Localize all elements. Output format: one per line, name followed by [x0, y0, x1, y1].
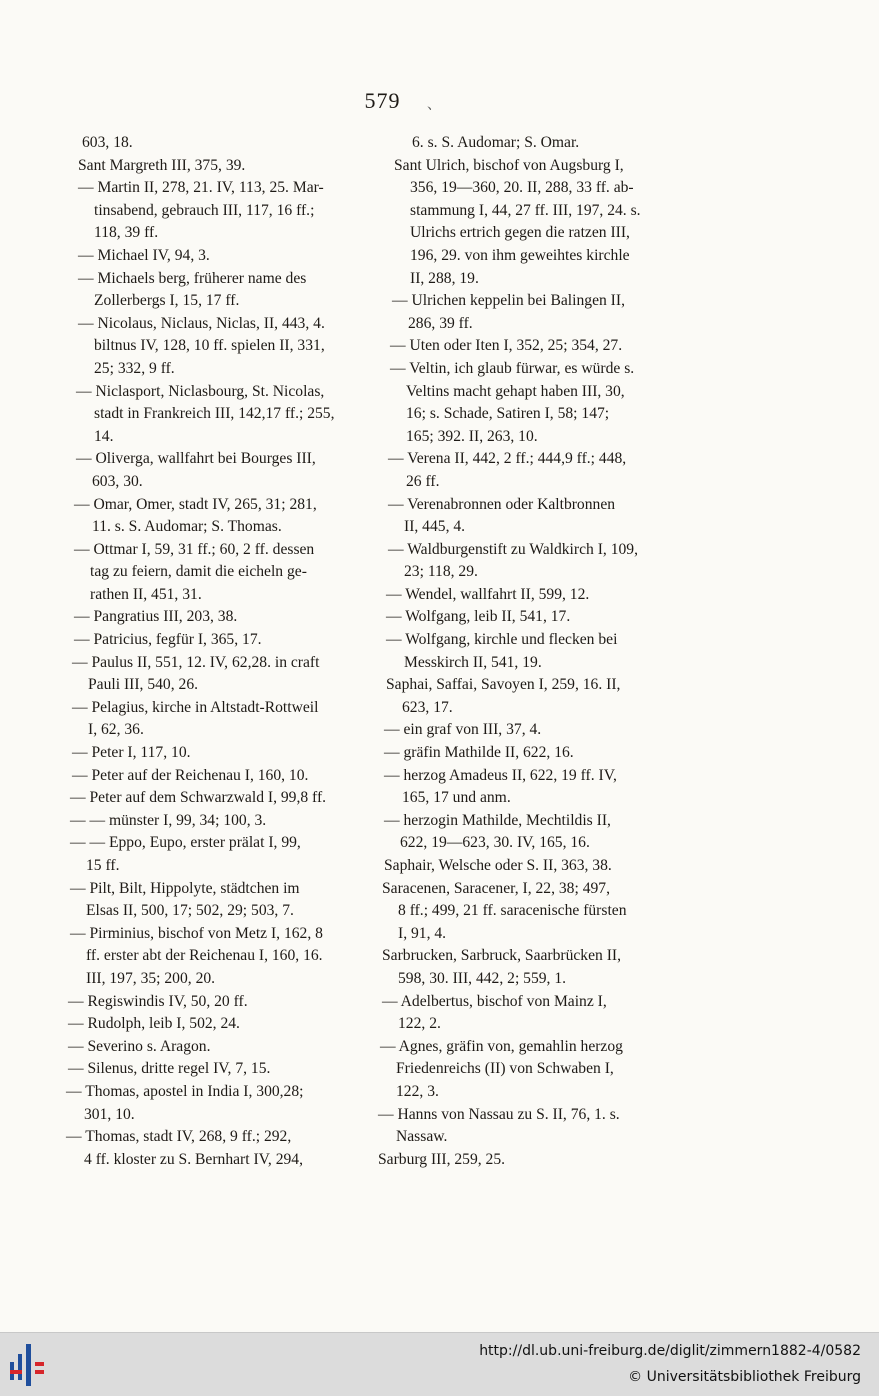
index-entry-line: — Peter I, 117, 10. — [72, 744, 191, 762]
index-entry-line: — Severino s. Aragon. — [68, 1037, 211, 1055]
index-entry-line: 196, 29. von ihm geweihtes kirchle — [410, 246, 630, 264]
index-entry-line: — ein graf von III, 37, 4. — [384, 721, 542, 739]
index-entry-line: 26 ff. — [406, 472, 440, 490]
index-entry-line: — Thomas, stadt IV, 268, 9 ff.; 292, — [66, 1128, 292, 1146]
index-entry-line: 623, 17. — [402, 698, 453, 716]
index-entry-line: 6. s. S. Audomar; S. Omar. — [412, 134, 580, 151]
index-entry-line: — Paulus II, 551, 12. IV, 62,28. in craft — [72, 653, 320, 671]
index-entry-line: — Patricius, fegfür I, 365, 17. — [74, 631, 262, 649]
index-entry-line: — Pangratius III, 203, 38. — [74, 608, 238, 626]
footer-credit: © Universitätsbibliothek Freiburg — [628, 1369, 861, 1385]
right-column — [378, 132, 674, 1171]
index-entry-line: — Wolfgang, leib II, 541, 17. — [386, 608, 571, 626]
index-entry-line: 301, 10. — [84, 1105, 135, 1123]
index-entry-line: — Michaels berg, früherer name des — [78, 269, 307, 287]
index-entry-line: — herzog Amadeus II, 622, 19 ff. IV, — [384, 766, 617, 784]
index-entry-line: 25; 332, 9 ff. — [94, 359, 175, 377]
index-entry-line: — Veltin, ich glaub fürwar, es würde s. — [390, 359, 635, 377]
index-entry-line: — Niclasport, Niclasbourg, St. Nicolas, — [76, 382, 325, 400]
index-entry-line: Nassaw. — [396, 1128, 448, 1146]
index-entry-line: I, 62, 36. — [88, 721, 144, 739]
index-entry-line: — Thomas, apostel in India I, 300,28; — [66, 1082, 304, 1100]
index-entry-line: — Ulrichen keppelin bei Balingen II, — [392, 292, 625, 310]
index-entry-line: 8 ff.; 499, 21 ff. saracenische fürsten — [398, 902, 627, 920]
index-entry-line: stammung I, 44, 27 ff. III, 197, 24. s. — [410, 201, 641, 219]
index-entry-line: 122, 3. — [396, 1082, 439, 1100]
index-entry-line: — Oliverga, wallfahrt bei Bourges III, — [76, 450, 316, 468]
index-entry-line: 14. — [94, 427, 114, 445]
index-entry-line: — — münster I, 99, 34; 100, 3. — [70, 811, 267, 829]
page-mark: 、 — [427, 98, 441, 113]
index-entry-line: — Pirminius, bischof von Metz I, 162, 8 — [70, 924, 323, 942]
index-entry-line: I, 91, 4. — [398, 924, 447, 942]
index-entry-line: 598, 30. III, 442, 2; 559, 1. — [398, 969, 567, 987]
index-entry-line: Elsas II, 500, 17; 502, 29; 503, 7. — [86, 902, 294, 920]
index-entry-line: — Silenus, dritte regel IV, 7, 15. — [68, 1060, 271, 1078]
index-entry-line: 11. s. S. Audomar; S. Thomas. — [92, 518, 282, 536]
index-entry-line: II, 288, 19. — [410, 269, 479, 287]
index-entry-line: Zollerbergs I, 15, 17 ff. — [94, 292, 240, 310]
index-entry-line: 118, 39 ff. — [94, 224, 159, 242]
index-entry-line: — Rudolph, leib I, 502, 24. — [68, 1015, 240, 1033]
index-entry-line: Sarburg III, 259, 25. — [378, 1150, 506, 1168]
index-entry-line: Sant Margreth III, 375, 39. — [78, 156, 246, 174]
index-entry-line: 23; 118, 29. — [404, 563, 478, 581]
index-entry-line: rathen II, 451, 31. — [90, 585, 202, 603]
index-entry-line: Sant Ulrich, bischof von Augsburg I, — [394, 156, 624, 174]
index-entry-line: 356, 19—360, 20. II, 288, 33 ff. ab- — [410, 179, 634, 197]
index-entry-line: 15 ff. — [86, 857, 120, 874]
index-entry-line: Veltins macht gehapt haben III, 30, — [406, 382, 625, 400]
index-entry-line: Sarbrucken, Sarbruck, Saarbrücken II, — [382, 947, 622, 965]
index-entry-line: — Regiswindis IV, 50, 20 ff. — [68, 992, 248, 1010]
footer-url-link[interactable]: http://dl.ub.uni-freiburg.de/diglit/zimmern1882-4/0582 — [479, 1343, 861, 1359]
index-entry-line: — Wolfgang, kirchle und flecken bei — [386, 631, 618, 649]
index-entry-line: tinsabend, gebrauch III, 117, 16 ff.; — [94, 201, 315, 219]
footer-bar — [0, 1332, 879, 1396]
index-entry-line: Saracenen, Saracener, I, 22, 38; 497, — [382, 879, 610, 897]
index-entry-line: tag zu feiern, damit die eicheln ge- — [90, 563, 307, 581]
page-number: 579 — [364, 88, 401, 113]
index-entry-line: II, 445, 4. — [404, 518, 466, 536]
index-entry-line: — — Eppo, Eupo, erster prälat I, 99, — [70, 834, 301, 852]
index-entry-line: 603, 30. — [92, 472, 143, 490]
index-entry-line: — Ottmar I, 59, 31 ff.; 60, 2 ff. dessen — [74, 540, 315, 558]
index-entry-line: 603, 18. — [82, 134, 133, 151]
index-entry-line: 286, 39 ff. — [408, 314, 473, 332]
ub-freiburg-logo-icon[interactable] — [8, 1340, 56, 1390]
index-entry-line: 622, 19—623, 30. IV, 165, 16. — [400, 834, 590, 852]
index-entry-line: Pauli III, 540, 26. — [88, 676, 199, 694]
index-entry-line: — Wendel, wallfahrt II, 599, 12. — [386, 585, 590, 603]
index-entry-line: 4 ff. kloster zu S. Bernhart IV, 294, — [84, 1150, 304, 1168]
index-entry-line: — Omar, Omer, stadt IV, 265, 31; 281, — [74, 495, 317, 513]
left-column — [60, 132, 365, 1171]
index-entry-line: — Pelagius, kirche in Altstadt-Rottweil — [72, 698, 319, 716]
index-entry-line: stadt in Frankreich III, 142,17 ff.; 255, — [94, 405, 335, 423]
index-entry-line: III, 197, 35; 200, 20. — [86, 969, 216, 987]
index-entry-line: 165; 392. II, 263, 10. — [406, 427, 538, 445]
index-entry-line: Ulrichs ertrich gegen die ratzen III, — [410, 224, 630, 242]
index-entry-line: Saphair, Welsche oder S. II, 363, 38. — [384, 857, 612, 874]
index-entry-line: — Pilt, Bilt, Hippolyte, städtchen im — [70, 879, 300, 897]
index-entry-line: — Waldburgenstift zu Waldkirch I, 109, — [388, 540, 638, 558]
index-entry-line: Saphai, Saffai, Savoyen I, 259, 16. II, — [386, 676, 621, 694]
index-entry-line: — Verenabronnen oder Kaltbronnen — [388, 495, 616, 513]
index-entry-line: — herzogin Mathilde, Mechtildis II, — [384, 811, 611, 829]
index-entry-line: — Verena II, 442, 2 ff.; 444,9 ff.; 448, — [388, 450, 627, 468]
index-entry-line: — Martin II, 278, 21. IV, 113, 25. Mar- — [78, 179, 324, 197]
index-entry-line: ff. erster abt der Reichenau I, 160, 16. — [86, 947, 323, 965]
index-entry-line: — Nicolaus, Niclaus, Niclas, II, 443, 4. — [78, 314, 325, 332]
index-entry-line: — Hanns von Nassau zu S. II, 76, 1. s. — [378, 1105, 620, 1123]
index-entry-line: — Peter auf der Reichenau I, 160, 10. — [72, 766, 309, 784]
index-entry-line: — Michael IV, 94, 3. — [78, 246, 210, 264]
index-entry-line: biltnus IV, 128, 10 ff. spielen II, 331, — [94, 337, 325, 355]
index-entry-line: Messkirch II, 541, 19. — [404, 653, 542, 671]
index-entry-line: — Peter auf dem Schwarzwald I, 99,8 ff. — [70, 789, 327, 807]
index-entry-line: 16; s. Schade, Satiren I, 58; 147; — [406, 405, 610, 423]
index-entry-line: — Adelbertus, bischof von Mainz I, — [382, 992, 607, 1010]
index-entry-line: 165, 17 und anm. — [402, 789, 511, 807]
index-entry-line: Friedenreichs (II) von Schwaben I, — [396, 1060, 614, 1078]
index-entry-line: 122, 2. — [398, 1015, 441, 1033]
index-entry-line: — gräfin Mathilde II, 622, 16. — [384, 744, 574, 762]
index-entry-line: — Agnes, gräfin von, gemahlin herzog — [380, 1037, 623, 1055]
index-entry-line: — Uten oder Iten I, 352, 25; 354, 27. — [390, 337, 623, 355]
